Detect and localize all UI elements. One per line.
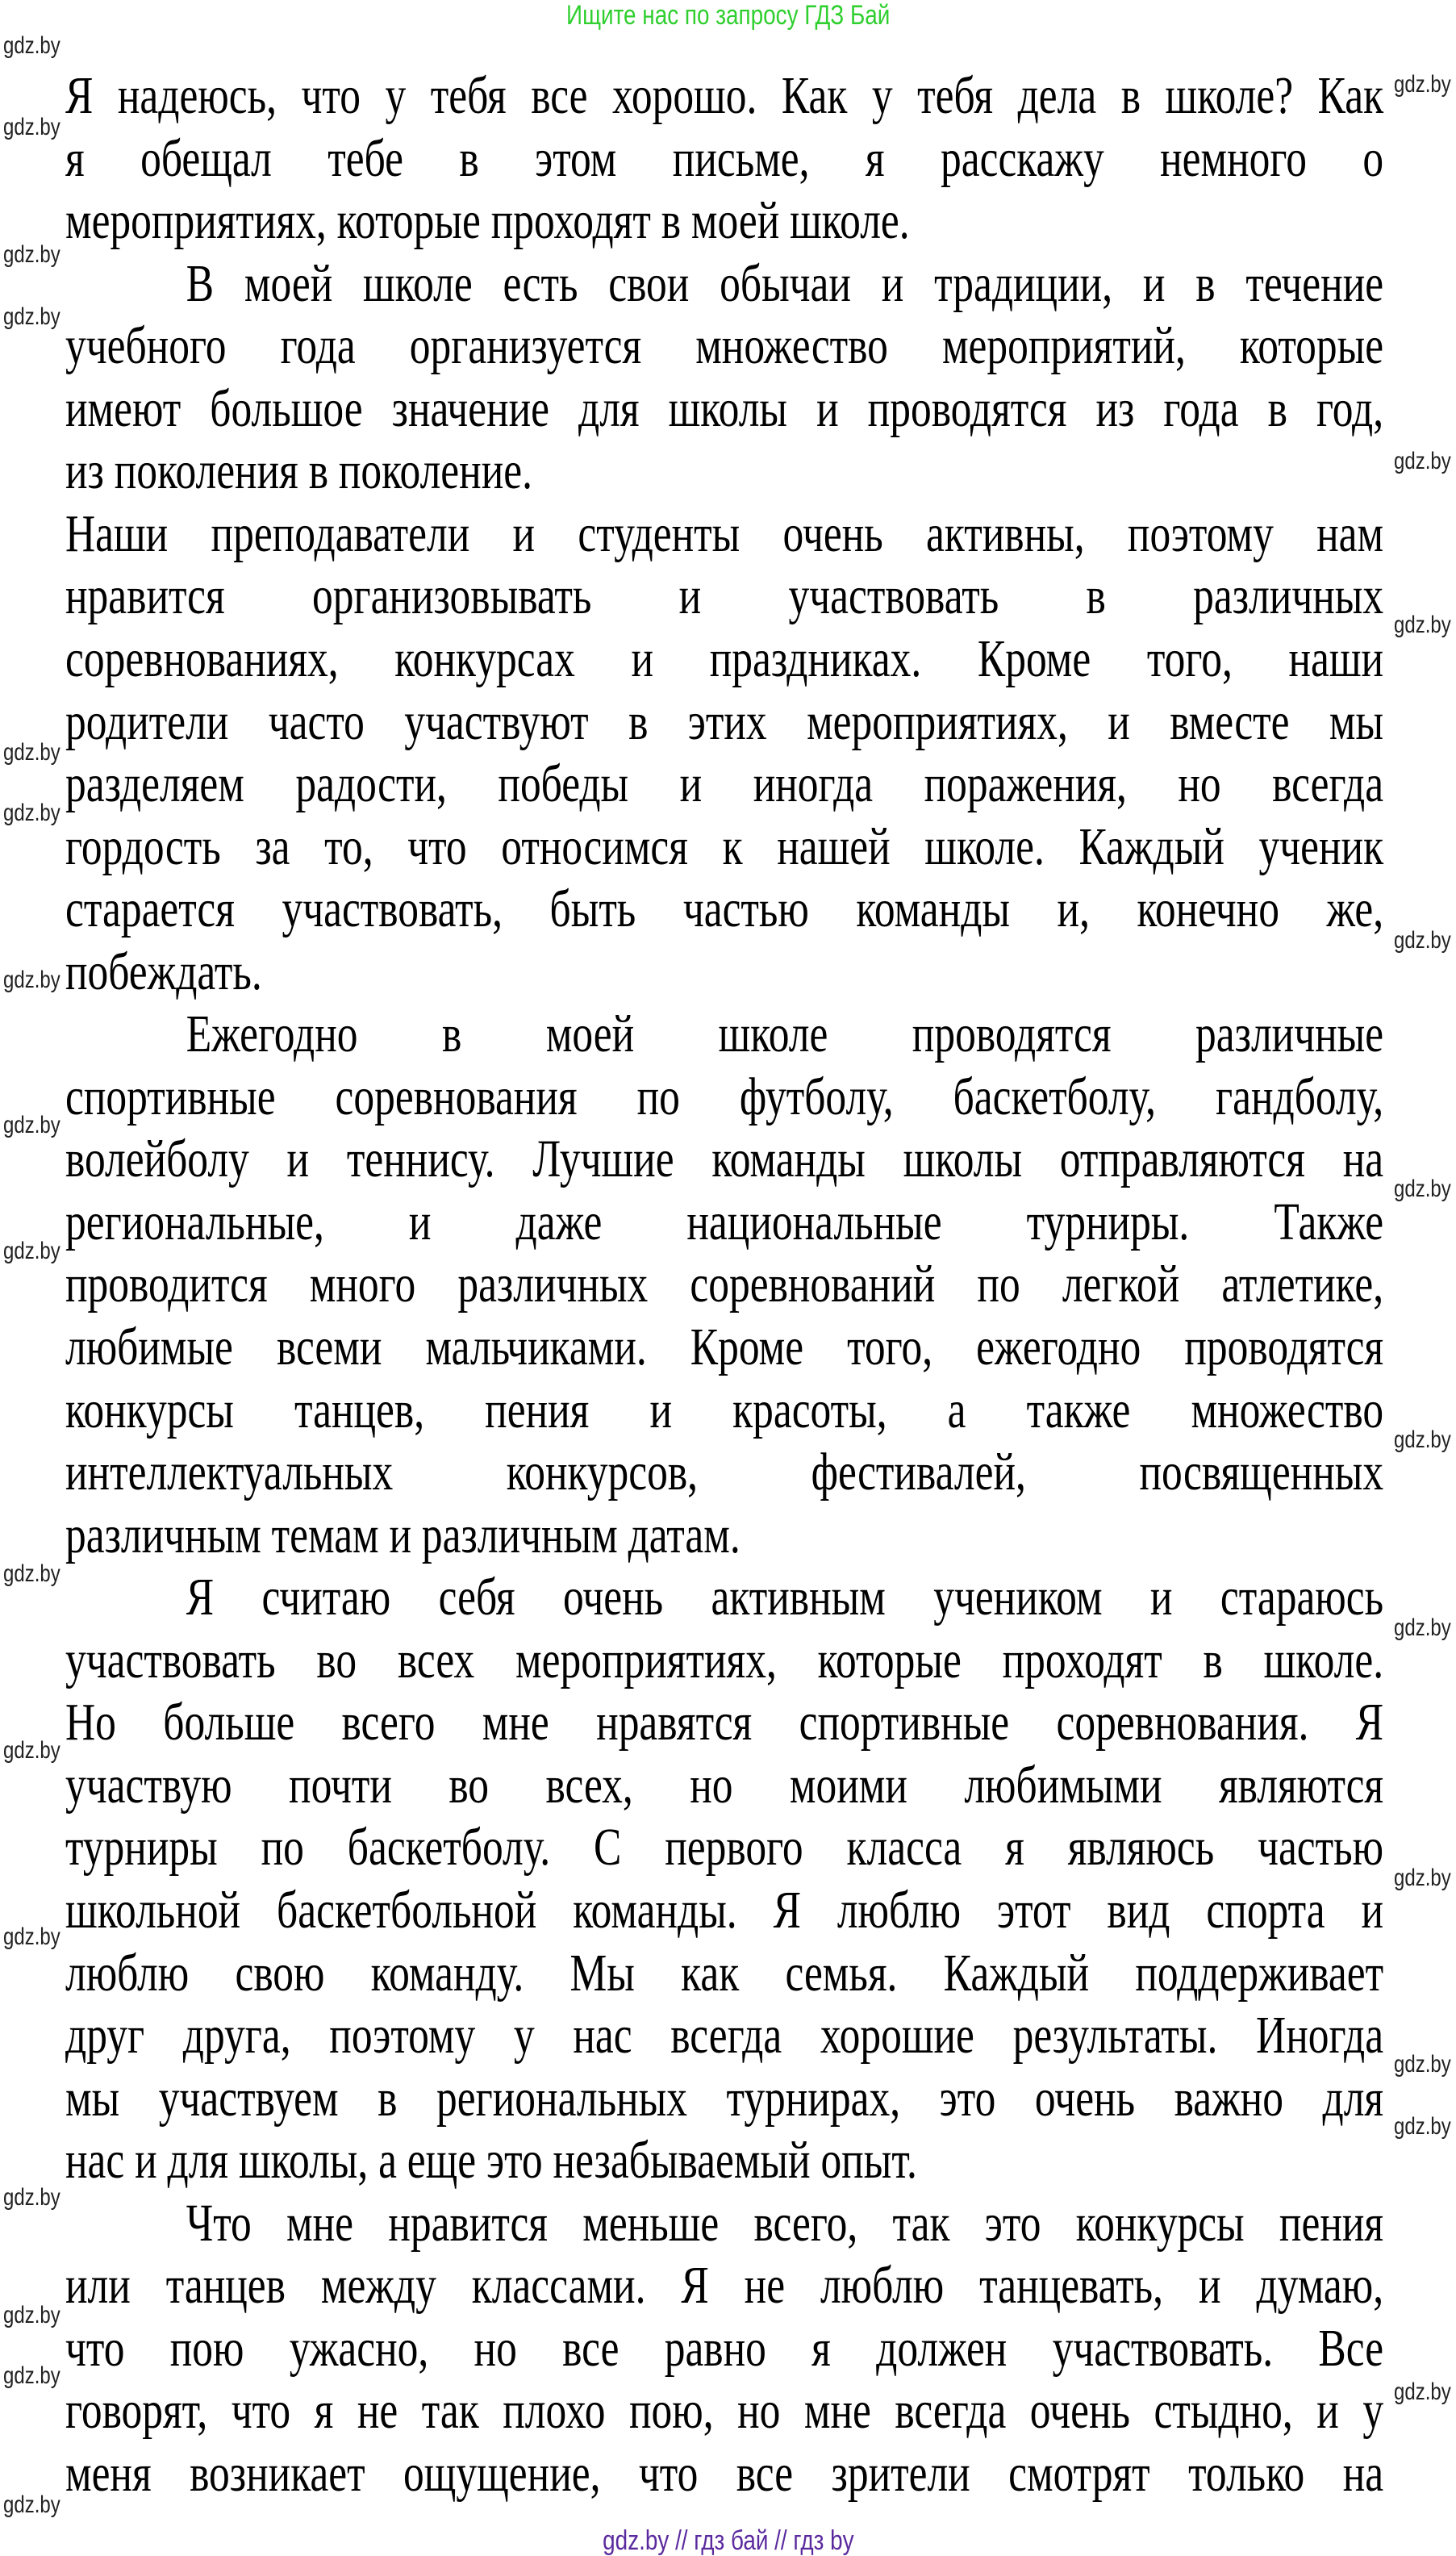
watermark: gdz.by: [3, 2301, 60, 2328]
watermark: gdz.by: [3, 2362, 60, 2389]
text-line: конкурсы танцев, пения и красоты, а также множество: [65, 1380, 1384, 1439]
text-line: Но больше всего мне нравятся спортивные соревнования. Я: [65, 1693, 1384, 1752]
watermark: gdz.by: [1394, 447, 1451, 474]
watermark: gdz.by: [3, 31, 60, 59]
text-line: имеют большое значение для школы и проводятся из года в год,: [65, 378, 1384, 438]
text-line: или танцев между классами. Я не люблю танцевать, и думаю,: [65, 2256, 1384, 2316]
text-line: турниры по баскетболу. С первого класса я являюсь частью: [65, 1818, 1384, 1877]
watermark: gdz.by: [3, 114, 60, 141]
text-line: любимые всеми мальчиками. Кроме того, ежегодно проводятся: [65, 1318, 1384, 1376]
text-line: Наши преподаватели и студенты очень активны, поэтому нам: [65, 503, 1384, 563]
text-line: нас и для школы, а еще это незабываемый опыт.: [65, 2131, 917, 2191]
top-banner-text: Ищите нас по запросу ГДЗ Бай: [565, 0, 891, 31]
text-line: Я считаю себя очень активным учеником и стараюсь: [186, 1568, 1384, 1627]
text-line: волейболу и теннису. Лучшие команды школы отправляются на: [65, 1130, 1384, 1189]
watermark: gdz.by: [3, 1560, 60, 1587]
text-line: В моей школе есть свои обычаи и традиции, и в течение: [186, 253, 1384, 313]
text-line: нравится организовывать и участвовать в различных: [65, 566, 1384, 626]
watermark: gdz.by: [1394, 1614, 1451, 1641]
watermark: gdz.by: [1394, 1176, 1451, 1203]
bottom-banner: [0, 2525, 1456, 2556]
watermark: gdz.by: [1394, 927, 1451, 954]
watermark: gdz.by: [3, 1923, 60, 1951]
text-line: мы участвуем в региональных турнирах, это очень важно для: [65, 2068, 1384, 2128]
watermark: gdz.by: [3, 966, 60, 993]
watermark: gdz.by: [1394, 1426, 1451, 1453]
bottom-banner-text: gdz.by // гдз бай // гдз by: [602, 2525, 854, 2556]
watermark: gdz.by: [3, 2183, 60, 2211]
text-line: интеллектуальных конкурсов, фестивалей, посвященных: [65, 1443, 1384, 1502]
text-line: учебного года организуется множество мероприятий, которые: [65, 316, 1384, 376]
watermark: gdz.by: [1394, 2051, 1451, 2078]
text-line: что пою ужасно, но все равно я должен участвовать. Все: [65, 2318, 1384, 2378]
text-line: меня возникает ощущение, что все зрители смотрят только на: [65, 2443, 1384, 2503]
text-line: соревнованиях, конкурсах и праздниках. Кроме того, наши: [65, 629, 1384, 688]
text-line: школьной баскетбольной команды. Я люблю этот вид спорта и: [65, 1880, 1384, 1940]
text-line: Ежегодно в моей школе проводятся различные: [186, 1004, 1384, 1064]
text-line: разделяем радости, победы и иногда поражения, но всегда: [65, 754, 1384, 814]
text-line: родители часто участвуют в этих мероприятиях, и вместе мы: [65, 691, 1384, 751]
text-line: проводится много различных соревнований по легкой атлетике,: [65, 1255, 1384, 1314]
watermark: gdz.by: [3, 1112, 60, 1139]
text-line: Я надеюсь, что у тебя все хорошо. Как у тебя дела в школе? Как: [65, 66, 1384, 125]
watermark: gdz.by: [3, 799, 60, 826]
watermark: gdz.by: [1394, 611, 1451, 638]
text-line: из поколения в поколение.: [65, 441, 532, 501]
top-banner: [0, 0, 1456, 31]
watermark: gdz.by: [3, 241, 60, 269]
text-line: участвую почти во всех, но моими любимыми являются: [65, 1755, 1384, 1815]
text-line: побеждать.: [65, 942, 262, 1001]
text-line: мероприятиях, которые проходят в моей школе.: [65, 191, 910, 251]
text-line: различным темам и различным датам.: [65, 1505, 741, 1564]
text-line: люблю свою команду. Мы как семья. Каждый поддерживает: [65, 1943, 1384, 2003]
watermark: gdz.by: [3, 2491, 60, 2518]
text-line: спортивные соревнования по футболу, баскетболу, гандболу,: [65, 1067, 1384, 1126]
text-line: Что мне нравится меньше всего, так это конкурсы пения: [186, 2193, 1384, 2253]
text-line: говорят, что я не так плохо пою, но мне всегда очень стыдно, и у: [65, 2381, 1384, 2441]
watermark: gdz.by: [1394, 71, 1451, 98]
text-line: старается участвовать, быть частью команды и, конечно же,: [65, 879, 1384, 939]
text-line: друг друга, поэтому у нас всегда хорошие результаты. Иногда: [65, 2006, 1384, 2065]
text-line: гордость за то, что относимся к нашей школе. Каждый ученик: [65, 816, 1384, 876]
text-line: региональные, и даже национальные турниры. Также: [65, 1192, 1384, 1251]
watermark: gdz.by: [3, 303, 60, 331]
watermark: gdz.by: [1394, 2378, 1451, 2405]
text-line: участвовать во всех мероприятиях, которые проходят в школе.: [65, 1630, 1384, 1689]
watermark: gdz.by: [3, 738, 60, 766]
watermark: gdz.by: [3, 1238, 60, 1265]
watermark: gdz.by: [1394, 1865, 1451, 1892]
watermark: gdz.by: [3, 1736, 60, 1764]
text-line: я обещал тебе в этом письме, я расскажу немного о: [65, 128, 1384, 188]
watermark: gdz.by: [1394, 2113, 1451, 2140]
